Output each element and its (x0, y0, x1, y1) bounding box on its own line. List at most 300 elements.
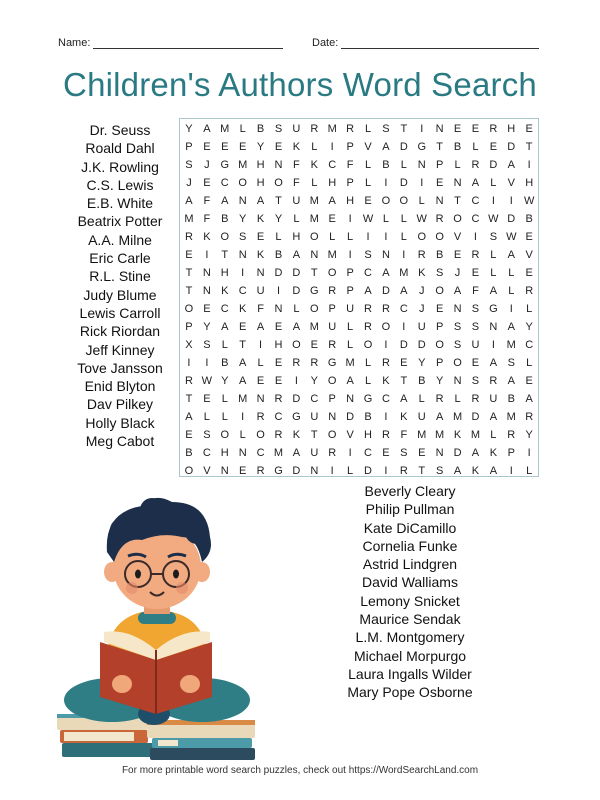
grid-cell[interactable]: S (274, 123, 283, 135)
grid-cell[interactable]: R (184, 375, 193, 387)
grid-cell[interactable]: E (274, 141, 283, 153)
grid-cell[interactable]: H (292, 231, 301, 243)
grid-cell[interactable]: T (454, 195, 461, 207)
grid-cell[interactable]: O (220, 429, 230, 441)
grid-cell[interactable]: O (381, 195, 391, 207)
grid-cell[interactable]: S (400, 447, 408, 459)
date-field[interactable] (312, 37, 539, 49)
grid-cell[interactable]: B (507, 393, 515, 405)
grid-cell[interactable]: A (489, 465, 498, 477)
grid-cell[interactable]: T (400, 123, 408, 135)
grid-cell[interactable]: A (256, 321, 265, 333)
grid-cell[interactable]: R (417, 249, 426, 261)
grid-cell[interactable]: A (221, 195, 229, 207)
grid-cell[interactable]: C (220, 303, 229, 315)
grid-cell[interactable]: I (384, 339, 388, 351)
grid-cell[interactable]: A (489, 285, 498, 297)
grid-cell[interactable]: K (453, 429, 462, 441)
grid-cell[interactable]: F (472, 285, 479, 297)
grid-cell[interactable]: I (205, 249, 209, 261)
grid-cell[interactable]: N (453, 303, 462, 315)
grid-cell[interactable]: N (435, 195, 444, 207)
grid-cell[interactable]: T (418, 465, 426, 477)
grid-cell[interactable]: H (525, 177, 534, 189)
grid-cell[interactable]: P (185, 321, 193, 333)
grid-cell[interactable]: R (381, 357, 390, 369)
grid-cell[interactable]: H (507, 123, 516, 135)
grid-cell[interactable]: M (417, 429, 427, 441)
grid-cell[interactable]: I (241, 267, 245, 279)
grid-cell[interactable]: S (239, 231, 247, 243)
grid-cell[interactable]: I (384, 411, 388, 423)
grid-cell[interactable]: M (506, 411, 516, 423)
grid-cell[interactable]: B (185, 447, 193, 459)
grid-cell[interactable]: E (364, 195, 372, 207)
grid-cell[interactable]: O (381, 321, 391, 333)
grid-cell[interactable]: T (185, 285, 193, 297)
grid-cell[interactable]: L (257, 357, 264, 369)
grid-cell[interactable]: I (491, 195, 495, 207)
grid-cell[interactable]: T (400, 375, 408, 387)
grid-cell[interactable]: H (346, 195, 355, 207)
grid-cell[interactable]: N (435, 447, 444, 459)
grid-cell[interactable]: B (435, 249, 444, 261)
grid-cell[interactable]: P (435, 357, 444, 369)
grid-cell[interactable]: M (399, 267, 409, 279)
grid-cell[interactable]: H (274, 339, 283, 351)
grid-cell[interactable]: S (203, 429, 211, 441)
grid-cell[interactable]: L (347, 321, 354, 333)
grid-cell[interactable]: K (418, 267, 426, 279)
grid-cell[interactable]: E (239, 321, 247, 333)
grid-cell[interactable]: U (489, 393, 498, 405)
grid-cell[interactable]: R (364, 303, 372, 315)
grid-cell[interactable]: A (507, 321, 515, 333)
grid-cell[interactable]: K (471, 465, 480, 477)
grid-cell[interactable]: R (435, 393, 444, 405)
grid-cell[interactable]: O (220, 231, 230, 243)
grid-cell[interactable]: A (489, 411, 498, 423)
grid-cell[interactable]: T (436, 141, 443, 153)
grid-cell[interactable]: P (435, 321, 444, 333)
grid-cell[interactable]: R (310, 357, 319, 369)
grid-cell[interactable]: I (259, 339, 263, 351)
grid-cell[interactable]: L (347, 465, 354, 477)
grid-cell[interactable]: R (471, 159, 480, 171)
grid-cell[interactable]: A (489, 357, 498, 369)
grid-cell[interactable]: A (292, 249, 301, 261)
grid-cell[interactable]: M (470, 429, 481, 441)
grid-cell[interactable]: G (220, 159, 230, 171)
grid-cell[interactable]: V (507, 177, 515, 189)
grid-cell[interactable]: V (453, 231, 462, 243)
grid-cell[interactable]: S (185, 159, 193, 171)
grid-cell[interactable]: H (220, 267, 229, 279)
grid-cell[interactable]: A (507, 249, 515, 261)
grid-cell[interactable]: Y (239, 213, 247, 225)
grid-cell[interactable]: I (509, 195, 513, 207)
grid-cell[interactable]: W (523, 195, 535, 207)
grid-cell[interactable]: R (364, 321, 372, 333)
grid-cell[interactable]: A (203, 123, 211, 135)
grid-cell[interactable]: R (274, 429, 283, 441)
grid-cell[interactable]: M (309, 321, 319, 333)
grid-cell[interactable]: S (471, 321, 480, 333)
grid-cell[interactable]: G (274, 465, 283, 477)
grid-cell[interactable]: A (507, 375, 515, 387)
grid-cell[interactable]: L (239, 429, 246, 441)
grid-cell[interactable]: E (221, 141, 229, 153)
grid-cell[interactable]: O (292, 339, 301, 351)
grid-cell[interactable]: E (435, 177, 444, 189)
grid-cell[interactable]: E (525, 267, 533, 279)
grid-cell[interactable]: R (489, 375, 498, 387)
grid-cell[interactable]: I (509, 303, 513, 315)
grid-cell[interactable]: S (453, 321, 462, 333)
grid-cell[interactable]: D (292, 465, 301, 477)
grid-cell[interactable]: L (311, 141, 318, 153)
grid-cell[interactable]: S (435, 465, 444, 477)
grid-cell[interactable]: R (274, 393, 283, 405)
grid-cell[interactable]: E (489, 141, 498, 153)
grid-cell[interactable]: E (185, 249, 193, 261)
grid-cell[interactable]: R (507, 429, 516, 441)
grid-cell[interactable]: D (507, 141, 516, 153)
grid-cell[interactable]: L (400, 213, 407, 225)
grid-cell[interactable]: E (203, 393, 211, 405)
grid-cell[interactable]: M (506, 339, 516, 351)
grid-cell[interactable]: R (471, 393, 480, 405)
grid-cell[interactable]: N (489, 321, 498, 333)
grid-cell[interactable]: E (239, 141, 247, 153)
grid-cell[interactable]: P (346, 267, 354, 279)
grid-cell[interactable]: F (293, 159, 300, 171)
grid-cell[interactable]: P (346, 285, 354, 297)
grid-cell[interactable]: S (382, 123, 390, 135)
grid-cell[interactable]: T (310, 429, 318, 441)
grid-cell[interactable]: E (525, 231, 533, 243)
grid-cell[interactable]: E (525, 375, 533, 387)
grid-cell[interactable]: K (292, 429, 301, 441)
grid-cell[interactable]: A (453, 465, 462, 477)
grid-cell[interactable]: N (238, 195, 247, 207)
grid-cell[interactable]: R (489, 123, 498, 135)
date-line[interactable] (341, 38, 539, 49)
grid-cell[interactable]: E (274, 357, 283, 369)
grid-cell[interactable]: R (471, 249, 480, 261)
grid-cell[interactable]: R (381, 429, 390, 441)
grid-cell[interactable]: R (346, 123, 355, 135)
grid-cell[interactable]: D (507, 213, 516, 225)
grid-cell[interactable]: A (185, 195, 193, 207)
grid-cell[interactable]: J (418, 285, 425, 297)
grid-cell[interactable]: H (364, 429, 372, 441)
grid-cell[interactable]: V (346, 429, 354, 441)
grid-cell[interactable]: M (435, 429, 445, 441)
grid-cell[interactable]: I (527, 447, 531, 459)
grid-cell[interactable]: C (525, 339, 534, 351)
grid-cell[interactable]: R (328, 339, 337, 351)
grid-cell[interactable]: I (473, 231, 477, 243)
grid-cell[interactable]: L (275, 231, 282, 243)
grid-cell[interactable]: B (221, 213, 229, 225)
grid-cell[interactable]: E (185, 429, 193, 441)
grid-cell[interactable]: M (273, 447, 284, 459)
grid-cell[interactable]: A (382, 267, 390, 279)
grid-cell[interactable]: E (274, 321, 283, 333)
grid-cell[interactable]: L (364, 375, 372, 387)
grid-cell[interactable]: N (453, 375, 462, 387)
grid-cell[interactable]: P (328, 303, 336, 315)
grid-cell[interactable]: R (435, 213, 444, 225)
grid-cell[interactable]: D (399, 141, 408, 153)
grid-cell[interactable]: N (202, 285, 211, 297)
grid-cell[interactable]: F (203, 213, 211, 225)
grid-cell[interactable]: G (310, 285, 319, 297)
grid-cell[interactable]: A (185, 411, 193, 423)
grid-cell[interactable]: F (400, 429, 408, 441)
grid-cell[interactable]: X (185, 339, 193, 351)
grid-cell[interactable]: H (220, 447, 229, 459)
grid-cell[interactable]: D (292, 285, 301, 297)
grid-cell[interactable]: C (220, 177, 229, 189)
grid-cell[interactable]: I (348, 447, 352, 459)
grid-cell[interactable]: L (364, 159, 372, 171)
grid-cell[interactable]: M (220, 123, 230, 135)
grid-cell[interactable]: U (310, 411, 319, 423)
grid-cell[interactable]: L (221, 411, 228, 423)
grid-cell[interactable]: E (256, 231, 265, 243)
grid-cell[interactable]: I (402, 249, 406, 261)
grid-cell[interactable]: I (187, 357, 191, 369)
grid-cell[interactable]: O (310, 231, 319, 243)
grid-cell[interactable]: I (348, 213, 352, 225)
grid-cell[interactable]: D (417, 339, 426, 351)
grid-cell[interactable]: P (435, 159, 444, 171)
grid-cell[interactable]: O (256, 429, 265, 441)
grid-cell[interactable]: L (329, 231, 336, 243)
grid-cell[interactable]: O (453, 357, 462, 369)
grid-cell[interactable]: P (507, 447, 515, 459)
grid-cell[interactable]: L (364, 123, 372, 135)
grid-cell[interactable]: L (221, 339, 228, 351)
grid-cell[interactable]: E (239, 465, 247, 477)
grid-cell[interactable]: L (400, 231, 407, 243)
grid-cell[interactable]: Y (418, 357, 426, 369)
grid-cell[interactable]: I (384, 177, 388, 189)
grid-cell[interactable]: C (310, 393, 319, 405)
grid-cell[interactable]: U (310, 447, 319, 459)
grid-cell[interactable]: W (201, 375, 213, 387)
grid-cell[interactable]: L (239, 123, 246, 135)
grid-cell[interactable]: M (309, 213, 319, 225)
grid-cell[interactable]: G (292, 411, 301, 423)
grid-cell[interactable]: N (238, 249, 247, 261)
grid-cell[interactable]: A (256, 195, 265, 207)
grid-cell[interactable]: D (471, 411, 480, 423)
grid-cell[interactable]: J (418, 303, 425, 315)
grid-cell[interactable]: N (310, 249, 319, 261)
word-search-grid[interactable] (179, 118, 539, 477)
grid-cell[interactable]: O (274, 177, 283, 189)
grid-cell[interactable]: S (507, 357, 515, 369)
grid-cell[interactable]: N (328, 411, 337, 423)
grid-cell[interactable]: L (418, 195, 425, 207)
grid-cell[interactable]: P (346, 177, 354, 189)
grid-cell[interactable]: L (293, 213, 300, 225)
grid-cell[interactable]: L (454, 159, 461, 171)
grid-cell[interactable]: G (417, 141, 427, 153)
grid-cell[interactable]: R (310, 123, 319, 135)
grid-cell[interactable]: E (453, 249, 462, 261)
grid-cell[interactable]: L (400, 159, 407, 171)
grid-cell[interactable]: Y (221, 375, 229, 387)
grid-cell[interactable]: W (362, 213, 374, 225)
grid-cell[interactable]: E (525, 123, 533, 135)
grid-cell[interactable]: C (381, 393, 390, 405)
grid-cell[interactable]: D (453, 447, 462, 459)
grid-cell[interactable]: P (185, 141, 193, 153)
grid-cell[interactable]: C (256, 447, 265, 459)
grid-cell[interactable]: D (292, 393, 301, 405)
grid-cell[interactable]: B (221, 357, 229, 369)
grid-cell[interactable]: K (382, 375, 390, 387)
grid-cell[interactable]: M (184, 213, 194, 225)
grid-cell[interactable]: L (364, 357, 372, 369)
grid-cell[interactable]: O (435, 339, 444, 351)
grid-cell[interactable]: C (274, 411, 283, 423)
grid-cell[interactable]: D (346, 411, 355, 423)
grid-cell[interactable]: J (454, 267, 461, 279)
grid-cell[interactable]: E (203, 303, 211, 315)
grid-cell[interactable]: T (310, 267, 318, 279)
grid-cell[interactable]: N (453, 177, 462, 189)
grid-cell[interactable]: E (256, 375, 265, 387)
grid-cell[interactable]: L (221, 393, 228, 405)
grid-cell[interactable]: A (221, 321, 229, 333)
grid-cell[interactable]: R (381, 303, 390, 315)
grid-cell[interactable]: I (384, 231, 388, 243)
grid-cell[interactable]: L (490, 177, 497, 189)
grid-cell[interactable]: I (402, 321, 406, 333)
grid-cell[interactable]: S (364, 249, 372, 261)
grid-cell[interactable]: R (525, 411, 534, 423)
grid-cell[interactable]: Y (185, 123, 193, 135)
grid-cell[interactable]: F (203, 195, 211, 207)
grid-cell[interactable]: S (489, 231, 498, 243)
grid-cell[interactable]: R (256, 411, 265, 423)
grid-cell[interactable]: J (186, 177, 192, 189)
grid-cell[interactable]: S (471, 303, 480, 315)
grid-cell[interactable]: Y (203, 321, 211, 333)
grid-cell[interactable]: N (274, 303, 283, 315)
grid-cell[interactable]: A (328, 195, 336, 207)
grid-cell[interactable]: N (202, 267, 211, 279)
grid-cell[interactable]: I (276, 285, 281, 297)
grid-cell[interactable]: K (221, 285, 229, 297)
grid-cell[interactable]: R (328, 447, 337, 459)
grid-cell[interactable]: G (363, 393, 373, 405)
grid-cell[interactable]: D (274, 267, 283, 279)
grid-cell[interactable]: M (238, 393, 248, 405)
grid-cell[interactable]: E (471, 357, 480, 369)
grid-cell[interactable]: U (292, 123, 301, 135)
grid-cell[interactable]: S (435, 267, 444, 279)
grid-cell[interactable]: V (525, 249, 533, 261)
grid-cell[interactable]: L (490, 249, 497, 261)
grid-cell[interactable]: H (256, 159, 265, 171)
grid-cell[interactable]: W (488, 213, 499, 225)
grid-cell[interactable]: K (239, 303, 247, 315)
grid-cell[interactable]: E (400, 357, 408, 369)
grid-cell[interactable]: I (527, 159, 531, 171)
grid-cell[interactable]: R (256, 465, 265, 477)
grid-cell[interactable]: P (328, 393, 336, 405)
grid-cell[interactable]: G (489, 303, 498, 315)
grid-cell[interactable]: L (526, 303, 533, 315)
grid-cell[interactable]: H (328, 177, 337, 189)
grid-cell[interactable]: T (185, 393, 193, 405)
grid-cell[interactable]: D (364, 465, 372, 477)
grid-cell[interactable]: Y (274, 213, 283, 225)
grid-cell[interactable]: A (364, 285, 372, 297)
grid-cell[interactable]: B (274, 249, 283, 261)
grid-cell[interactable]: I (294, 375, 298, 387)
grid-cell[interactable]: O (453, 213, 462, 225)
grid-cell[interactable]: U (256, 285, 265, 297)
grid-cell[interactable]: D (489, 159, 498, 171)
grid-cell[interactable]: A (435, 411, 444, 423)
grid-cell[interactable]: L (347, 231, 354, 243)
grid-cell[interactable]: O (327, 375, 337, 387)
grid-cell[interactable]: U (417, 321, 426, 333)
grid-cell[interactable]: T (221, 249, 229, 261)
grid-cell[interactable]: I (509, 465, 513, 477)
grid-cell[interactable]: O (399, 195, 409, 207)
grid-cell[interactable]: I (348, 249, 352, 261)
grid-cell[interactable]: E (274, 375, 283, 387)
grid-cell[interactable]: U (292, 195, 301, 207)
grid-cell[interactable]: N (346, 393, 355, 405)
grid-cell[interactable]: N (256, 267, 265, 279)
grid-cell[interactable]: M (327, 249, 337, 261)
grid-cell[interactable]: N (417, 159, 426, 171)
grid-cell[interactable]: N (310, 465, 319, 477)
grid-cell[interactable]: D (399, 177, 408, 189)
grid-cell[interactable]: E (203, 141, 211, 153)
grid-cell[interactable]: Y (525, 429, 533, 441)
grid-cell[interactable]: T (185, 267, 193, 279)
grid-cell[interactable]: E (453, 123, 462, 135)
grid-cell[interactable]: N (238, 447, 247, 459)
grid-cell[interactable]: K (256, 213, 265, 225)
grid-cell[interactable]: K (489, 447, 498, 459)
grid-cell[interactable]: I (491, 339, 495, 351)
grid-cell[interactable]: A (382, 141, 390, 153)
grid-cell[interactable]: L (526, 357, 533, 369)
grid-cell[interactable]: W (416, 213, 427, 225)
grid-cell[interactable]: T (239, 339, 247, 351)
grid-cell[interactable]: Y (310, 375, 318, 387)
grid-cell[interactable]: R (184, 231, 193, 243)
grid-cell[interactable]: E (418, 447, 426, 459)
grid-cell[interactable]: N (220, 465, 229, 477)
grid-cell[interactable]: L (472, 141, 479, 153)
grid-cell[interactable]: M (327, 123, 337, 135)
grid-cell[interactable]: A (400, 393, 408, 405)
grid-cell[interactable]: I (384, 465, 388, 477)
grid-cell[interactable]: O (435, 285, 444, 297)
